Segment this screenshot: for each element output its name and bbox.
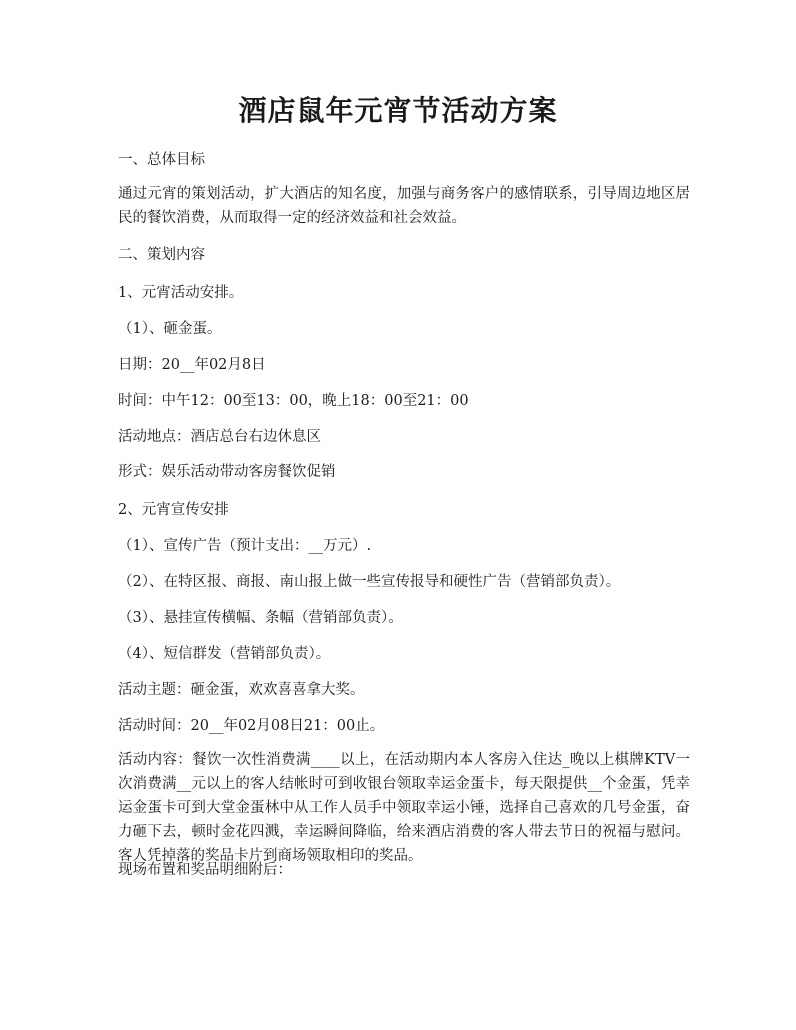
activity-format: 形式：娱乐活动带动客房餐饮促销: [118, 464, 336, 480]
promotion-item-1: （1）、宣传广告（预计支出：__万元）.: [118, 538, 372, 554]
activity-location: 活动地点：酒店总台右边休息区: [118, 429, 321, 445]
promotion-item-2: （2）、在特区报、商报、南山报上做一些宣传报导和硬性广告（营销部负责）。: [118, 574, 621, 590]
promotion-item-4: （4）、短信群发（营销部负责）。: [118, 646, 331, 662]
activity-period: 活动时间：20__年02月08日21：00止。: [118, 718, 385, 734]
activity-time: 时间：中午12：00至13：00，晚上18：00至21：00: [118, 393, 469, 409]
section-heading-planning-content: 二、策划内容: [118, 247, 205, 263]
activity-theme: 活动主题：砸金蛋，欢欢喜喜拿大奖。: [118, 682, 365, 698]
subheading-lantern-activity: 1、元宵活动安排。: [118, 285, 244, 301]
document-title: 酒店鼠年元宵节活动方案: [238, 94, 558, 127]
paragraph-overall-goal: 通过元宵的策划活动，扩大酒店的知名度，加强与商务客户的感情联系，引导周边地区居民的餐饮消费，从而取得一定的经济效益和社会效益。: [118, 186, 690, 226]
subheading-promotion: 2、元宵宣传安排: [118, 502, 229, 518]
item-smash-golden-egg: （1）、砸金蛋。: [118, 321, 222, 337]
venue-prizes-note: 现场布置和奖品明细附后：: [118, 862, 292, 878]
activity-date: 日期：20__年02月8日: [118, 357, 266, 373]
activity-content: 活动内容：餐饮一次性消费满____以上，在活动期内本人客房入住达_晚以上棋牌KTV一次消费满__元以上的客人结帐时可到收银台领取幸运金蛋卡，每天限提供__个金蛋，凭幸运金蛋卡可到大堂金蛋林中从工作人员手中领取幸运小锤，选择自己喜欢的几号金蛋，奋力砸下去，顿时金花四溅，幸运瞬间降临，给来酒店消费的客人带去节日的祝福与慰问。客人凭掉落的奖品卡片到商场领取相印的奖品。: [118, 752, 690, 864]
section-heading-overall-goal: 一、总体目标: [118, 152, 205, 168]
promotion-item-3: （3）、悬挂宣传横幅、条幅（营销部负责）。: [118, 610, 403, 626]
